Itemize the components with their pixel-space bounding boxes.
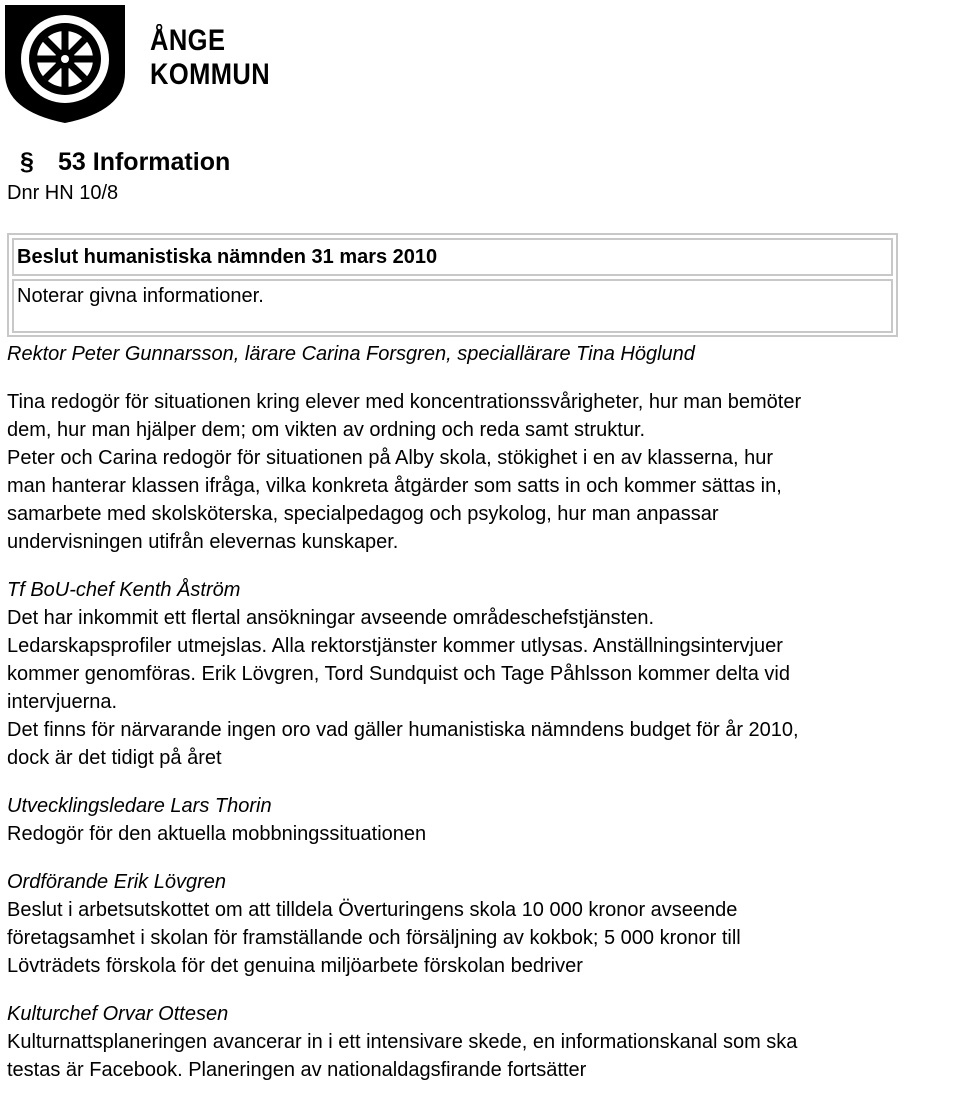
speaker-heading: Kulturchef Orvar Ottesen: [7, 1003, 229, 1025]
wheel-emblem-icon: [3, 3, 127, 125]
decision-text: Noterar givna informationer.: [12, 279, 893, 333]
section-heading: [20, 146, 230, 178]
paragraph-line: testas är Facebook. Planeringen av nationaldagsfirande fortsätter: [7, 1059, 587, 1081]
speaker-heading: Rektor Peter Gunnarsson, lärare Carina Forsgren, speciallärare Tina Höglund: [7, 343, 695, 365]
paragraph-line: Tina redogör för situationen kring elever med koncentrationssvårigheter, hur man bemöter: [7, 391, 802, 413]
paragraph-line: dock är det tidigt på året: [7, 747, 222, 769]
paragraph-line: kommer genomföras. Erik Lövgren, Tord Sundquist och Tage Påhlsson kommer delta vid: [7, 663, 790, 685]
paragraph-line: Ledarskapsprofiler utmejslas. Alla rektorstjänster kommer utlysas. Anställningsintervjuer: [7, 635, 783, 657]
paragraph-line: intervjuerna.: [7, 691, 118, 713]
municipality-logo: [3, 3, 127, 130]
paragraph-line: företagsamhet i skolan för framställande och försäljning av kokbok; 5 000 kronor till: [7, 927, 741, 949]
paragraph-line: samarbete med skolsköterska, specialpedagog och psykolog, hur man anpassar: [7, 503, 719, 525]
logo-line-1: ÅNGE: [150, 24, 226, 57]
paragraph-line: undervisningen utifrån elevernas kunskaper.: [7, 531, 399, 553]
speaker-heading: Utvecklingsledare Lars Thorin: [7, 795, 272, 817]
paragraph-line: Lövträdets förskola för det genuina miljöarbete förskolan bedriver: [7, 955, 583, 977]
logo-wordmark: [150, 24, 271, 92]
minutes-content: [7, 340, 960, 1084]
paragraph-line: Redogör för den aktuella mobbningssituationen: [7, 823, 427, 845]
paragraph-line: Peter och Carina redogör för situationen på Alby skola, stökighet i en av klasserna, hur: [7, 447, 773, 469]
speaker-heading: Tf BoU-chef Kenth Åström: [7, 579, 241, 601]
speaker-heading: Ordförande Erik Lövgren: [7, 871, 227, 893]
paragraph-line: Beslut i arbetsutskottet om att tilldela Överturingens skola 10 000 kronor avseende: [7, 899, 738, 921]
paragraph-line: Det har inkommit ett flertal ansökningar avseende områdeschefstjänsten.: [7, 607, 655, 629]
paragraph-line: Det finns för närvarande ingen oro vad gäller humanistiska nämndens budget för år 2010,: [7, 719, 799, 741]
paragraph-line: Kulturnattsplaneringen avancerar in i ett intensivare skede, en informationskanal som ska: [7, 1031, 798, 1053]
section-symbol: §: [20, 148, 34, 176]
decision-table: [7, 233, 898, 337]
paragraph-line: man hanterar klassen ifråga, vilka konkreta åtgärder som satts in och kommer sättas in,: [7, 475, 782, 497]
diary-number: Dnr HN 10/8: [7, 182, 119, 204]
decision-title: Beslut humanistiska nämnden 31 mars 2010: [12, 238, 893, 276]
paragraph-line: dem, hur man hjälper dem; om vikten av ordning och reda samt struktur.: [7, 419, 646, 441]
logo-line-2: KOMMUN: [150, 58, 271, 91]
section-title: 53 Information: [58, 148, 231, 176]
